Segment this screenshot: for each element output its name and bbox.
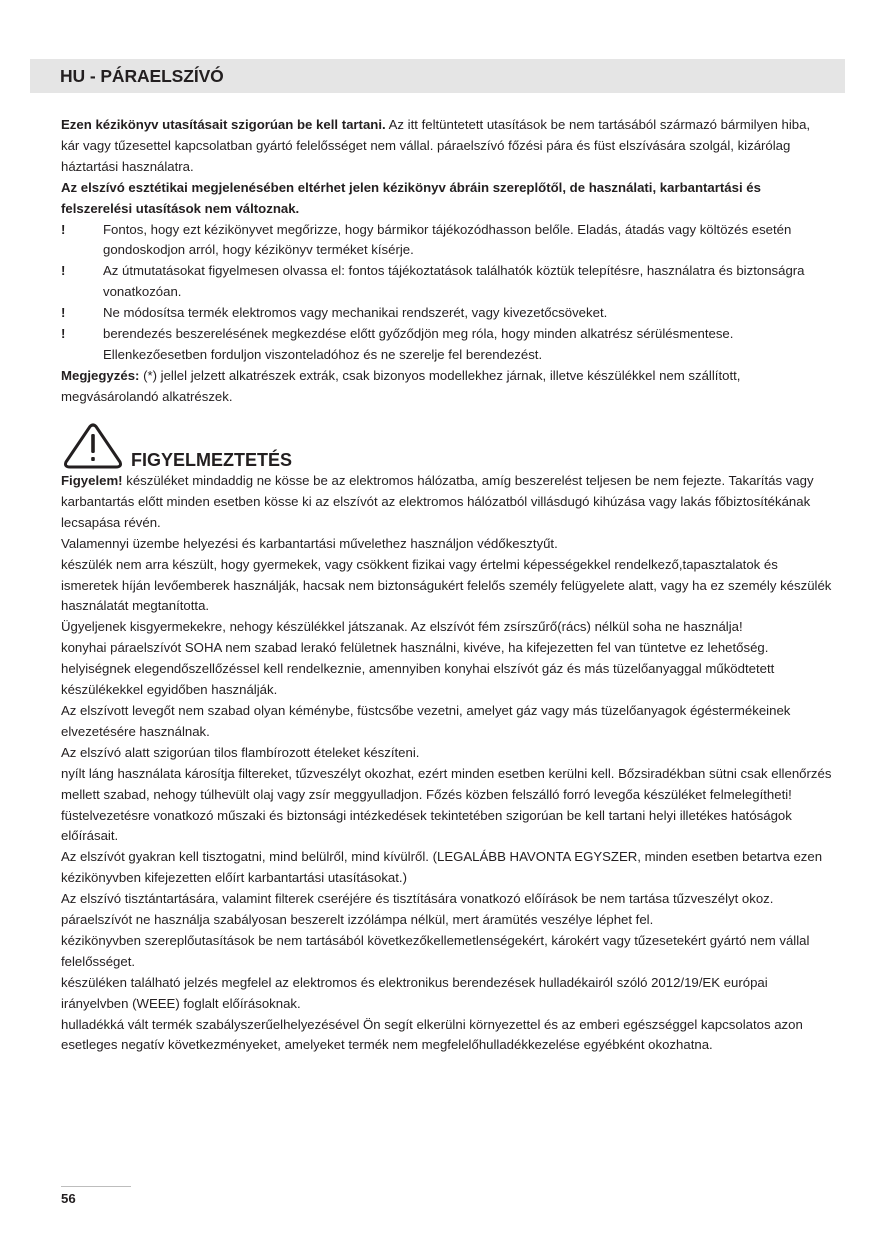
warning-lead-text: készüléket mindaddig ne kösse be az elektromos hálózatba, amíg beszerelést teljesen be nem fejezte. Takarítás vagy karbantartás előtt minden esetben kösse ki az elszívót az elektromos hálózatból villásdugó kihúzása vagy lakás főbiztosítékának lecsapása révén. [61,473,814,530]
warning-paragraph: Az elszívó alatt szigorúan tilos flambírozott ételeket készíteni. [61,744,420,760]
warning-paragraph: Az elszívót gyakran kell tisztogatni, mind belülről, mind kívülről. (LEGALÁBB HAVONTA EGYSZER, minden esetben betartva ezen kézikönyvben kifejezetten előírt karbantartási utasításokat.) [61,849,823,886]
intro-bold-note: Az elszívó esztétikai megjelenésében eltérhet jelen kézikönyv ábráin szereplőtől, de használati, karbantartási és felszerelési utasítások nem változnak. [61,179,761,216]
warning-paragraph: konyhai páraelszívót SOHA nem szabad lerakó felületnek használni, kivéve, ha kifejezetten fel van tüntetve ez lehetőség. [61,640,769,656]
note-text: (*) jellel jelzett alkatrészek extrák, csak bizonyos modellekhez járnak, illetve készülékkel nem szállított, megvásárolandó alkatrészek. [61,367,741,404]
warning-title: FIGYELMEZTETÉS [131,450,293,470]
warning-paragraph: nyílt láng használata károsítja filtereket, tűzveszélyt okozhat, ezért minden esetben kerülni kell. Bőzsiradékban sütni csak ellenőrzés mellett szabad, nehogy túlhevült olaj vagy zsír meggyulladjon. Főzés közben felszálló forró levegőa készüléket felmelegítheti! [61,765,832,802]
intro-lead-bold: Ezen kézikönyv utasításait szigorúan be kell tartani. [61,117,386,132]
warning-paragraph: Az elszívó tisztántartására, valamint filterek cseréjére és tisztítására vonatkozó előírások be nem tartása tűzveszélyt okoz. [61,891,774,907]
intro-paragraph [61,115,831,178]
exclamation-icon: ! [61,263,66,279]
warning-heading [61,422,841,472]
bullet-item [61,303,831,324]
warning-triangle-icon [61,422,125,470]
page-number: 56 [61,1191,76,1206]
warning-paragraph: Ügyeljenek kisgyermekekre, nehogy készülékkel játszanak. Az elszívót fém zsírszűrő(rács) nélkül soha ne használja! [61,619,743,635]
footer-divider [61,1186,131,1187]
bullet-text: Az útmutatásokat figyelmesen olvassa el: fontos tájékoztatások találhatók köztük telepítésre, használatra és biztonságra vonatkozóan. [103,263,805,300]
section-header-bar [30,59,845,93]
exclamation-icon: ! [61,305,66,321]
bullet-item [61,220,831,262]
bullet-text: Ne módosítsa termék elektromos vagy mechanikai rendszerét, vagy kivezetőcsöveket. [103,305,608,321]
note-label: Megjegyzés: [61,367,140,383]
intro-note [61,366,831,408]
warning-paragraph: készüléken található jelzés megfelel az elektromos és elektronikus berendezések hulladékairól szóló 2012/19/EK európai irányelvben (WEEE) foglalt előírásoknak. [61,974,768,1011]
warning-lead-label: Figyelem! [61,473,123,488]
bullet-item [61,261,831,303]
warning-paragraph: páraelszívót ne használja szabályosan beszerelt izzólámpa nélkül, mert áramütés veszélye léphet fel. [61,912,654,928]
intro-lead-text: Az itt feltüntetett utasítások be nem tartásából származó bármilyen hiba, kár vagy tűzesettel kapcsolatban gyártó felelősséget nem vállal. páraelszívó főzési pára és füst elszívására szolgál, kizárólag háztartási használatra. [61,117,811,174]
bullet-item [61,324,831,366]
intro-section [61,115,831,408]
bullet-text: berendezés beszerelésének megkezdése előtt győződjön meg róla, hogy minden alkatrész sérülésmentese. Ellenkezőesetben forduljon viszonteladóhoz és ne szerelje fel berendezést. [103,326,734,362]
warning-paragraph: Az elszívott levegőt nem szabad olyan kéménybe, füstcsőbe vezetni, amelyet gáz vagy más tüzelőanyagok égéstermékeinek elvezetésére használnak. [61,702,791,739]
warning-paragraph: kézikönyvben szereplőutasítások be nem tartásából következőkellemetlenségekért, károkért vagy tűzesetekért gyártó nem vállal felelősséget. [61,932,810,969]
exclamation-icon: ! [61,326,66,342]
warning-paragraph: Valamennyi üzembe helyezési és karbantartási művelethez használjon védőkesztyűt. [61,535,558,551]
warning-paragraph: hulladékká vált termék szabályszerűelhelyezésével Ön segít elkerülni környezettel és az emberi egészséggel kapcsolatos azon esetleges negatív következményeket, amelyeket termék nem megfelelőhulladékkezelése egyébként okozhatna. [61,1016,803,1053]
warning-paragraph: füstelvezetésre vonatkozó műszaki és biztonsági intézkedések tekintetében szigorúan be kell tartani helyi illetékes hatóságok előírásait. [61,807,792,844]
section-title: HU - PÁRAELSZÍVÓ [60,66,224,86]
bullet-text: Fontos, hogy ezt kézikönyvet megőrizze, hogy bármikor tájékozódhasson belőle. Eladás, átadás vagy költözés esetén gondoskodjon arról, hogy kézikönyv terméket kísérje. [103,221,792,258]
warning-section [61,471,833,1056]
warning-lead-paragraph [61,471,833,534]
warning-paragraph: helyiségnek elegendőszellőzéssel kell rendelkeznie, amennyiben konyhai elszívót gáz és más tüzelőanyaggal működtetett készülékekkel egyidőben használják. [61,661,775,698]
warning-paragraph: készülék nem arra készült, hogy gyermekek, vagy csökkent fizikai vagy értelmi képességekkel rendelkező,tapasztalatok és ismeretek híján levőemberek használják, hacsak nem biztonságukért felelős személy felügyelete alatt, vagy ha ez személy készülék használatát megtanította. [61,556,832,614]
exclamation-icon: ! [61,221,66,237]
